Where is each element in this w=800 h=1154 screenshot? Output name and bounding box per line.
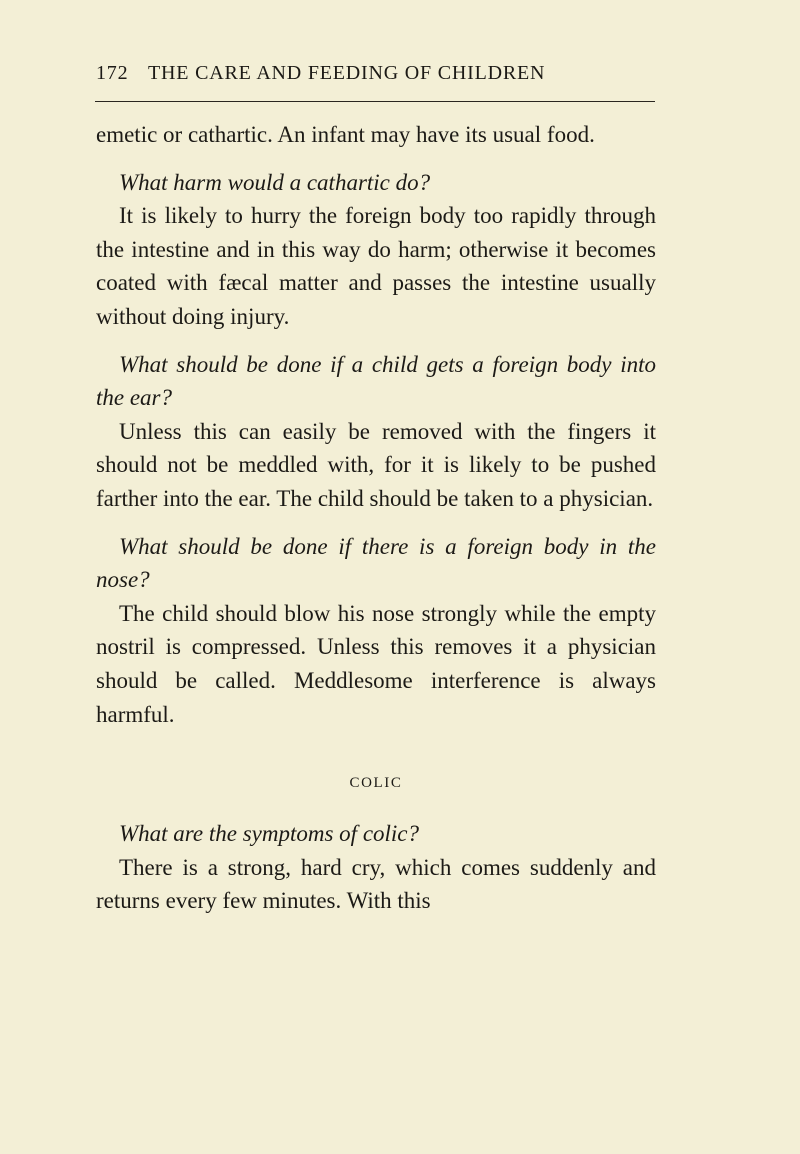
answer-cathartic-harm: It is likely to hurry the foreign body too rapidly through the intestine and in this way do harm; otherwise it becomes coated with fæcal matter and passes the intestine usually without doing injury.: [96, 203, 656, 329]
header-rule: [95, 101, 655, 102]
paragraph-intro: emetic or cathartic. An infant may have its usual food.: [96, 122, 595, 147]
answer-foreign-body-ear: Unless this can easily be removed with the fingers it should not be meddled with, for it is likely to be pushed farther into the ear. The child should be taken to a physician.: [96, 418, 656, 511]
question-foreign-body-nose: What should be done if there is a foreign body in the nose?: [96, 533, 656, 593]
section-heading-colic: COLIC: [349, 775, 403, 792]
answer-foreign-body-nose: The child should blow his nose strongly while the empty nostril is compressed. Unless this removes it a physician should be called. Meddlesome interference is always harmful.: [96, 600, 656, 727]
text-block: [96, 118, 656, 918]
answer-colic-symptoms: There is a strong, hard cry, which comes suddenly and returns every few minutes. With this: [96, 854, 656, 914]
running-title: THE CARE AND FEEDING OF CHILDREN: [148, 62, 546, 84]
question-colic-symptoms: What are the symptoms of colic?: [119, 821, 420, 847]
question-cathartic-harm: What harm would a cathartic do?: [119, 169, 431, 195]
running-head: [96, 58, 656, 88]
question-foreign-body-ear: What should be done if a child gets a foreign body into the ear?: [96, 351, 656, 411]
page-number: 172: [96, 62, 129, 84]
